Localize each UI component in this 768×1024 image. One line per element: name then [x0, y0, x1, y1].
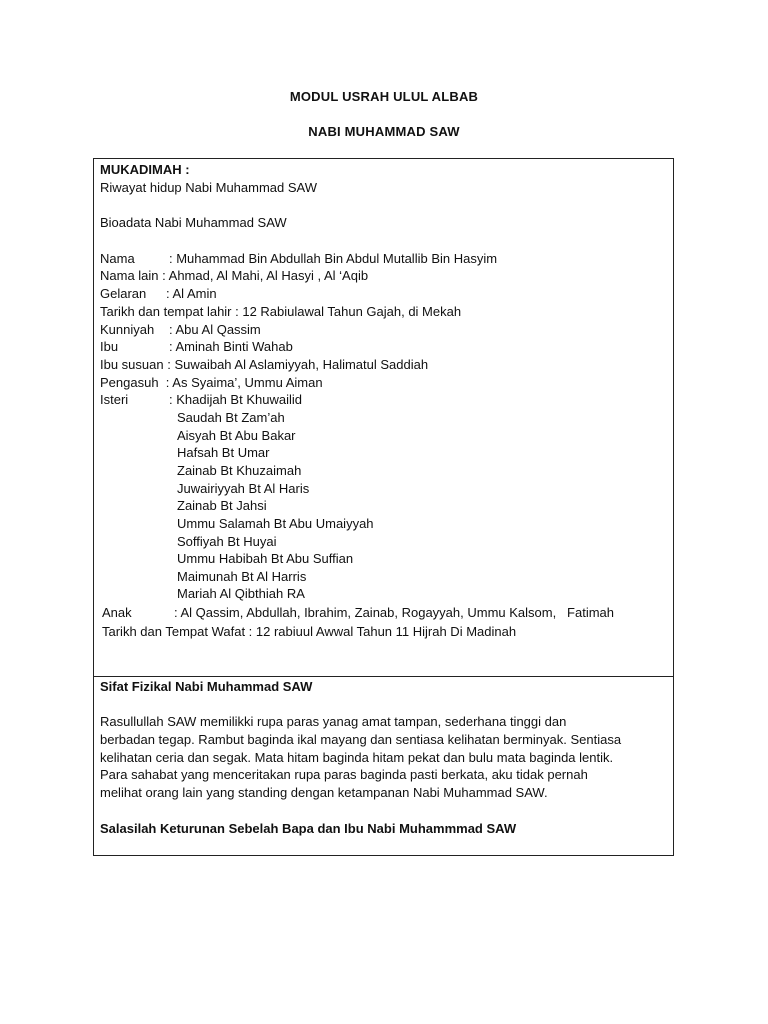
- mukadimah-heading: MUKADIMAH :: [100, 162, 190, 177]
- nama-value: : Muhammad Bin Abdullah Bin Abdul Mutallib Bin Hasyim: [169, 251, 498, 266]
- tarikh-lahir: Tarikh dan tempat lahir : 12 Rabiulawal Tahun Gajah, di Mekah: [100, 304, 462, 319]
- nama-lain: Nama lain : Ahmad, Al Mahi, Al Hasyi , Al ‘Aqib: [100, 268, 369, 283]
- isteri-first: : Khadijah Bt Khuwailid: [169, 392, 302, 407]
- kunniyah-label: Kunniyah: [100, 322, 155, 337]
- ibu-susuan: Ibu susuan : Suwaibah Al Aslamiyyah, Halimatul Saddiah: [100, 357, 429, 372]
- paragraph-line: berbadan tegap. Rambut baginda ikal mayang dan sentiasa kelihatan berminyak. Sentiasa: [100, 732, 622, 747]
- paragraph-line: Rasullullah SAW memilikki rupa paras yanag amat tampan, sederhana tinggi dan: [100, 714, 567, 729]
- intro-text: Riwayat hidup Nabi Muhammad SAW: [100, 180, 317, 195]
- ibu-value: : Aminah Binti Wahab: [169, 339, 293, 354]
- isteri-item: Zainab Bt Khuzaimah: [177, 463, 302, 478]
- anak-label: Anak: [102, 605, 132, 620]
- isteri-item: Ummu Habibah Bt Abu Suffian: [177, 551, 354, 566]
- gelaran-label: Gelaran: [100, 286, 147, 301]
- isteri-item: Zainab Bt Jahsi: [177, 498, 267, 513]
- paragraph-line: Para sahabat yang menceritakan rupa paras baginda pasti berkata, aku tidak pernah: [100, 767, 588, 782]
- isteri-item: Hafsah Bt Umar: [177, 445, 270, 460]
- mukadimah-box: [93, 158, 674, 677]
- document-title: MODUL USRAH ULUL ALBAB: [289, 89, 479, 104]
- paragraph-line: kelihatan ceria dan segak. Mata hitam baginda hitam pekat dan bulu mata baginda lentik.: [100, 750, 614, 765]
- isteri-item: Ummu Salamah Bt Abu Umaiyyah: [177, 516, 374, 531]
- isteri-item: Saudah Bt Zam’ah: [177, 410, 285, 425]
- tarikh-wafat: Tarikh dan Tempat Wafat : 12 rabiuul Awwal Tahun 11 Hijrah Di Madinah: [102, 624, 517, 639]
- paragraph-line: melihat orang lain yang standing dengan ketampanan Nabi Muhammad SAW.: [100, 785, 548, 800]
- isteri-item: Soffiyah Bt Huyai: [177, 534, 277, 549]
- sifat-fizikal-box: [93, 676, 674, 856]
- gelaran-value: : Al Amin: [166, 286, 217, 301]
- sifat-fizikal-heading: Sifat Fizikal Nabi Muhammad SAW: [100, 679, 313, 694]
- nama-label: Nama: [100, 251, 135, 266]
- document-subtitle: NABI MUHAMMAD SAW: [308, 124, 460, 139]
- isteri-item: Juwairiyyah Bt Al Haris: [177, 481, 310, 496]
- bio-title: Bioadata Nabi Muhammad SAW: [100, 215, 287, 230]
- pengasuh: Pengasuh : As Syaima’, Ummu Aiman: [100, 375, 323, 390]
- anak-value: : Al Qassim, Abdullah, Ibrahim, Zainab, Rogayyah, Ummu Kalsom, Fatimah: [174, 605, 615, 620]
- kunniyah-value: : Abu Al Qassim: [169, 322, 261, 337]
- isteri-item: Mariah Al Qibthiah RA: [177, 586, 305, 601]
- isteri-label: Isteri: [100, 392, 129, 407]
- ibu-label: Ibu: [100, 339, 119, 354]
- salasilah-heading: Salasilah Keturunan Sebelah Bapa dan Ibu Nabi Muhammmad SAW: [100, 821, 517, 836]
- isteri-item: Aisyah Bt Abu Bakar: [177, 428, 296, 443]
- isteri-item: Maimunah Bt Al Harris: [177, 569, 307, 584]
